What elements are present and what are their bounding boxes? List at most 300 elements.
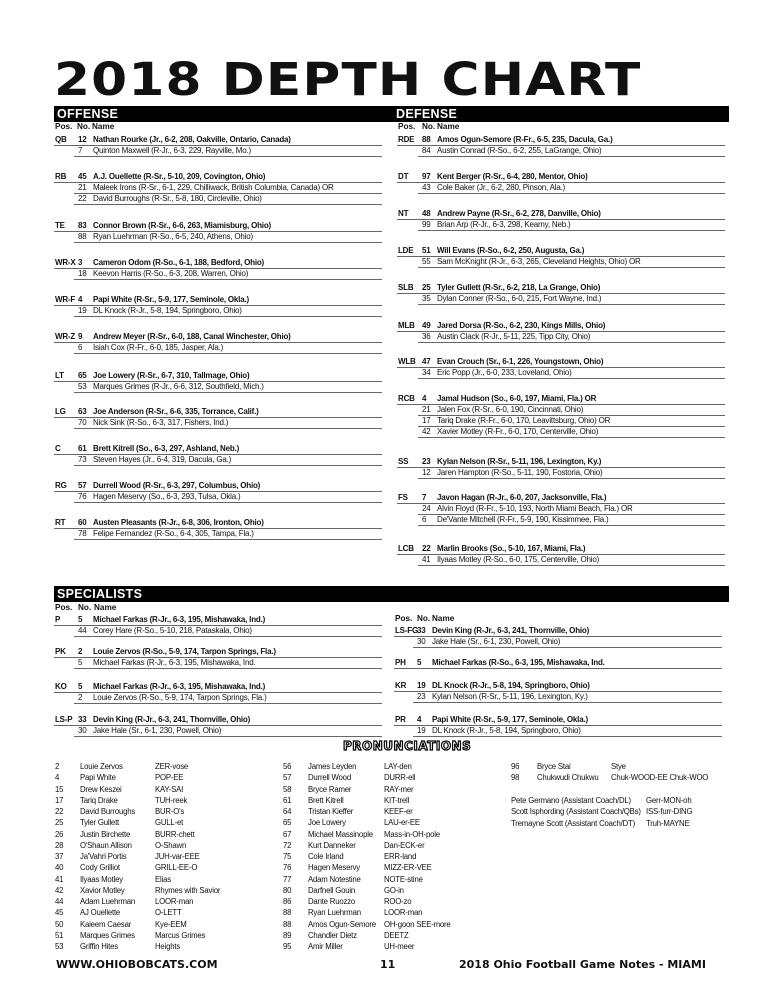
position-label: P xyxy=(55,615,61,624)
player-name: Alvin Floyd (R-Fr., 5-10, 193, North Miami Beach, Fla.) OR xyxy=(437,504,633,513)
starter-row xyxy=(394,680,742,691)
jersey-number: 47 xyxy=(422,357,431,366)
player-name: Devin King (R-Jr., 6-3, 241, Thornville, Ohio) xyxy=(93,715,251,724)
pron-number: 95 xyxy=(283,942,292,951)
player-name: Steven Hayes (Jr., 6-4, 319, Dacula, Ga.) xyxy=(93,455,232,464)
underline xyxy=(394,668,722,669)
underline xyxy=(74,428,382,429)
pron-sound: TUH-reek xyxy=(155,795,188,805)
backup-row xyxy=(54,528,402,539)
player-name: Jalen Fox (R-Sr., 6-0, 190, Cincinnati, Ohio) xyxy=(437,405,584,414)
pron-sound: JUH-var-EEE xyxy=(155,852,200,861)
player-name: DL Knock (R-Jr., 5-8, 194, Springboro, Ohio) xyxy=(432,726,581,735)
specialists-header-right xyxy=(394,614,724,625)
underline xyxy=(418,230,725,231)
jersey-number: 65 xyxy=(78,371,87,380)
position-group xyxy=(54,480,402,502)
pron-sound: RAY-mer xyxy=(384,784,414,794)
position-group xyxy=(54,614,402,636)
pron-name: Tristan Kieffer xyxy=(308,807,354,816)
offense-header xyxy=(54,122,384,133)
player-name: Felipe Fernandez (R-So., 6-4, 305, Tampa, Fla.) xyxy=(93,529,254,538)
pron-name: Xavior Motley xyxy=(80,885,125,895)
jersey-number: 2 xyxy=(78,693,83,702)
player-name: Austin Conrad (R-So., 6-2, 255, LaGrange, Ohio) xyxy=(437,146,602,155)
pron-sound: BURR-chett xyxy=(155,829,195,839)
backup-row xyxy=(54,182,402,193)
jersey-number: 4 xyxy=(417,715,422,724)
player-name: Maleek Irons (R-Sr., 6-1, 229, Chilliwack, British Columbia, Canada) OR xyxy=(93,183,334,192)
jersey-number: 88 xyxy=(78,232,87,241)
position-label: FS xyxy=(398,493,408,502)
underline xyxy=(74,636,382,637)
pron-number: 53 xyxy=(55,942,64,951)
pron-sound: POP-EE xyxy=(155,773,184,783)
pron-sound: GULL-et xyxy=(155,818,184,828)
jersey-number: 99 xyxy=(422,220,431,229)
jersey-number: 19 xyxy=(417,681,426,690)
pron-sound: KEEF-er xyxy=(384,807,413,816)
backup-row xyxy=(54,145,402,156)
backup-row xyxy=(397,331,745,342)
jersey-number: 24 xyxy=(422,504,431,513)
pron-name: Adam Notestine xyxy=(308,874,361,884)
jersey-number: 22 xyxy=(422,544,431,553)
pron-name: Kurt Danneker xyxy=(308,840,356,850)
starter-row xyxy=(54,257,402,268)
pronunciations-title: PRONUNCIATIONS xyxy=(343,739,472,753)
pron-number: 41 xyxy=(55,874,64,884)
jersey-number: 12 xyxy=(422,468,431,477)
jersey-number: 36 xyxy=(422,332,431,341)
backup-row xyxy=(54,268,402,279)
underline xyxy=(74,242,382,243)
player-name: Ryan Luehrman (R-So., 6-5, 240, Athens, Ohio) xyxy=(93,232,253,241)
jersey-number: 5 xyxy=(417,658,422,667)
starter-row xyxy=(397,171,745,182)
backup-row xyxy=(397,182,745,193)
backup-row xyxy=(54,692,402,703)
pron-sound: LAU-er-EE xyxy=(384,818,420,828)
underline xyxy=(418,156,725,157)
pron-number: 2 xyxy=(55,762,60,771)
pron-number: 86 xyxy=(283,897,292,906)
underline xyxy=(413,736,722,737)
position-label: PK xyxy=(55,647,66,656)
pron-name: AJ Ouellette xyxy=(80,908,121,918)
jersey-number: 55 xyxy=(422,257,431,266)
backup-row xyxy=(54,231,402,242)
pos-header: Pos. xyxy=(55,603,73,612)
underline xyxy=(74,353,382,354)
backup-row xyxy=(397,145,745,156)
player-name: Michael Farkas (R-Jr., 6-3, 195, Mishawaka, Ind. xyxy=(93,658,256,667)
pron-number: 67 xyxy=(283,829,292,839)
backup-row xyxy=(394,636,742,647)
pron-sound: BUR-O's xyxy=(155,807,185,816)
starter-row xyxy=(54,406,402,417)
pron-number: 26 xyxy=(55,829,64,839)
player-name: Kylan Nelson (R-Sr., 5-11, 196, Lexington, Ky.) xyxy=(432,692,588,701)
pron-sound: GRILL-EE-O xyxy=(155,863,198,873)
player-name: Michael Farkas (R-Jr., 6-3, 195, Mishawaka, Ind.) xyxy=(93,615,266,624)
underline xyxy=(74,465,382,466)
position-label: TE xyxy=(55,221,65,230)
name-header: Name xyxy=(94,603,117,612)
jersey-number: 5 xyxy=(78,658,83,667)
position-label: RT xyxy=(55,518,66,527)
pron-name: Michael Massinople xyxy=(308,829,373,839)
jersey-number: 43 xyxy=(422,183,431,192)
pron-number: 80 xyxy=(283,885,292,895)
pron-sound: UH-meer xyxy=(384,942,415,951)
pron-name: Ilyaas Motley xyxy=(80,874,123,884)
starter-row xyxy=(397,356,745,367)
jersey-number: 17 xyxy=(422,416,431,425)
pron-name: Tyler Gullett xyxy=(80,818,119,828)
pron-name: Cody Grilliot xyxy=(80,863,120,873)
backup-row xyxy=(54,417,402,428)
position-label: LT xyxy=(55,371,64,380)
pron-sound: ZER-vose xyxy=(155,762,189,771)
position-label: WR-F xyxy=(55,295,76,304)
position-group xyxy=(394,625,742,647)
underline xyxy=(418,267,725,268)
player-name: De'Vante Mitchell (R-Fr., 5-9, 190, Kissimmee, Fla.) xyxy=(437,515,609,524)
starter-row xyxy=(397,320,745,331)
position-label: C xyxy=(55,444,61,453)
jersey-number: 22 xyxy=(78,194,87,203)
pron-sound: Kye-EEM xyxy=(155,919,187,929)
name-header: Name xyxy=(92,122,115,131)
position-group xyxy=(54,646,402,668)
jersey-number: 4 xyxy=(78,295,83,304)
backup-row xyxy=(397,293,745,304)
jersey-number: 23 xyxy=(417,692,426,701)
pron-sound: LOOR-man xyxy=(384,908,423,918)
position-group xyxy=(54,714,402,736)
pron-number: Tremayne Scott (Assistant Coach/DT) xyxy=(511,818,635,828)
backup-row xyxy=(54,342,402,353)
position-label: SLB xyxy=(398,283,414,292)
jersey-number: 23 xyxy=(422,457,431,466)
jersey-number: 18 xyxy=(78,269,87,278)
position-group xyxy=(54,681,402,703)
pron-name: Amir Miller xyxy=(308,942,343,951)
position-group xyxy=(397,393,745,437)
backup-row xyxy=(54,193,402,204)
name-header: Name xyxy=(432,614,455,623)
pron-number: 77 xyxy=(283,874,292,884)
starter-row xyxy=(54,480,402,491)
starter-row xyxy=(54,220,402,231)
player-name: Kylan Nelson (R-Sr., 5-11, 196, Lexington, Ky.) xyxy=(437,457,602,466)
player-name: Ilyaas Motley (R-So., 6-0, 175, Centerville, Ohio) xyxy=(437,555,600,564)
pron-name: James Leyden xyxy=(308,762,357,771)
position-group xyxy=(54,370,402,392)
pos-header: Pos. xyxy=(55,122,73,131)
position-group xyxy=(397,134,745,156)
underline xyxy=(418,378,725,379)
pron-number: 96 xyxy=(511,762,520,771)
player-name: Nathan Rourke (Jr., 6-2, 208, Oakville, Ontario, Canada) xyxy=(93,135,291,144)
jersey-number: 30 xyxy=(417,637,426,646)
player-name: A.J. Ouellette (R-Sr., 5-10, 209, Covington, Ohio) xyxy=(93,172,266,181)
jersey-number: 76 xyxy=(78,492,87,501)
backup-row xyxy=(54,725,402,736)
offense-label: OFFENSE xyxy=(57,107,119,121)
pron-sound: Elias xyxy=(155,874,171,884)
position-label: PR xyxy=(395,715,406,724)
jersey-number: 4 xyxy=(422,394,427,403)
player-name: Quinton Maxwell (R-Jr., 6-3, 229, Rayville, Mo.) xyxy=(93,146,252,155)
starter-row xyxy=(397,492,745,503)
player-name: Dylan Conner (R-So., 6-0, 215, Fort Wayne, Ind.) xyxy=(437,294,602,303)
player-name: Joe Anderson (R-Sr., 6-6, 335, Torrance, Calif.) xyxy=(93,407,259,416)
starter-row xyxy=(397,245,745,256)
pron-number: 22 xyxy=(55,807,64,816)
jersey-number: 12 xyxy=(78,135,87,144)
backup-row xyxy=(397,554,745,565)
pron-name: Griffin Hites xyxy=(80,942,118,951)
position-label: RB xyxy=(55,172,67,181)
player-name: Jamal Hudson (So., 6-0, 197, Miami, Fla.) OR xyxy=(437,394,597,403)
pron-name: Ja'Vahri Portis xyxy=(80,852,127,861)
jersey-number: 88 xyxy=(422,135,431,144)
player-name: Michael Farkas (R-Jr., 6-3, 195, Mishawaka, Ind.) xyxy=(93,682,266,691)
position-label: RDE xyxy=(398,135,415,144)
jersey-number: 61 xyxy=(78,444,87,453)
player-name: Amos Ogun-Semore (R-Fr., 6-5, 235, Dacula, Ga.) xyxy=(437,135,613,144)
position-group xyxy=(397,320,745,342)
pron-number: 40 xyxy=(55,863,64,873)
position-label: WR-X xyxy=(55,258,76,267)
pron-number: 4 xyxy=(55,773,60,783)
underline xyxy=(74,204,382,205)
jersey-number: 19 xyxy=(78,306,87,315)
position-group xyxy=(397,492,745,525)
starter-row xyxy=(54,614,402,625)
backup-row xyxy=(397,415,745,426)
specialists-header-left xyxy=(54,603,384,614)
position-group xyxy=(397,356,745,378)
pron-sound: O-LETT xyxy=(155,908,182,918)
backup-row xyxy=(397,219,745,230)
page-title: 2018 DEPTH CHART xyxy=(54,53,642,106)
starter-row xyxy=(397,393,745,404)
jersey-number: 70 xyxy=(78,418,87,427)
position-group xyxy=(54,171,402,204)
pron-name: Ryan Luehrman xyxy=(308,908,361,918)
player-name: Louie Zervos (R-So., 5-9, 174, Tarpon Springs, Fla.) xyxy=(93,693,267,702)
jersey-number: 48 xyxy=(422,209,431,218)
backup-row xyxy=(54,491,402,502)
player-name: Cole Baker (Jr., 6-2, 280, Pinson, Ala.) xyxy=(437,183,566,192)
position-label: LG xyxy=(55,407,66,416)
section-bar xyxy=(54,106,729,122)
jersey-number: 97 xyxy=(422,172,431,181)
pron-number: 15 xyxy=(55,784,64,794)
no-header: No. xyxy=(77,122,91,131)
no-header: No. xyxy=(78,603,92,612)
player-name: Connor Brown (R-Sr., 6-6, 263, Miamisburg, Ohio) xyxy=(93,221,271,230)
pron-sound: LAY-den xyxy=(384,762,412,771)
underline xyxy=(413,647,722,648)
starter-row xyxy=(394,657,742,668)
player-name: Nick Sink (R-So., 6-3, 317, Fishers, Ind.) xyxy=(93,418,229,427)
pron-number: 89 xyxy=(283,930,292,940)
pron-sound: GO-in xyxy=(384,885,404,895)
player-name: DL Knock (R-Jr., 5-8, 194, Springboro, Ohio) xyxy=(93,306,242,315)
pron-sound: DEETZ xyxy=(384,930,409,940)
pron-name: Durrell Wood xyxy=(308,773,351,783)
jersey-number: 73 xyxy=(78,455,87,464)
player-name: Louie Zervos (R-So., 5-9, 174, Tarpon Springs, Fla.) xyxy=(93,647,276,656)
player-name: DL Knock (R-Jr., 5-8, 194, Springboro, Ohio) xyxy=(432,681,590,690)
footer-website[interactable]: WWW.OHIOBOBCATS.COM xyxy=(56,958,218,971)
pron-sound: Chuk-WOOD-EE Chuk-WOO xyxy=(611,773,709,783)
position-group xyxy=(397,208,745,230)
position-label: PH xyxy=(395,658,406,667)
position-group xyxy=(397,282,745,304)
starter-row xyxy=(54,517,402,528)
pron-name: Joe Lowery xyxy=(308,818,346,828)
backup-row xyxy=(394,725,742,736)
pron-number: 28 xyxy=(55,840,64,850)
backup-row xyxy=(397,514,745,525)
pron-name: O'Shaun Allison xyxy=(80,840,132,850)
pron-number: 44 xyxy=(55,897,64,906)
pron-name: Papi White xyxy=(80,773,116,783)
jersey-number: 25 xyxy=(422,283,431,292)
pron-number: 88 xyxy=(283,919,292,929)
backup-row xyxy=(54,305,402,316)
pron-name: Amos Ogun-Semore xyxy=(308,919,376,929)
pron-number: 58 xyxy=(283,784,292,794)
no-header: No. xyxy=(422,122,436,131)
underline xyxy=(418,193,725,194)
jersey-number: 51 xyxy=(422,246,431,255)
pron-number: 57 xyxy=(283,773,292,783)
position-label: LDE xyxy=(398,246,414,255)
pron-name: Brett Kitrell xyxy=(308,795,344,805)
pron-sound: O-Shawn xyxy=(155,840,187,850)
pron-number: 88 xyxy=(283,908,292,918)
pron-name: Adam Luehrman xyxy=(80,897,136,906)
position-group xyxy=(54,257,402,279)
position-group xyxy=(394,680,742,702)
jersey-number: 30 xyxy=(78,726,87,735)
jersey-number: 57 xyxy=(78,481,87,490)
position-group xyxy=(54,517,402,539)
jersey-number: 5 xyxy=(78,682,83,691)
position-label: KR xyxy=(395,681,407,690)
pron-name: Drew Keszei xyxy=(80,784,122,794)
no-header: No. xyxy=(417,614,431,623)
underline xyxy=(418,565,725,566)
player-name: Evan Crouch (Sr., 6-1, 226, Youngstown, Ohio) xyxy=(437,357,604,366)
jersey-number: 7 xyxy=(422,493,427,502)
jersey-number: 53 xyxy=(78,382,87,391)
specialists-label: SPECIALISTS xyxy=(57,587,143,601)
player-name: Kent Berger (R-Sr., 6-4, 280, Mentor, Ohio) xyxy=(437,172,588,181)
pron-name: Hagen Meservy xyxy=(308,863,361,873)
player-name: Andrew Payne (R-Sr., 6-2, 278, Danville, Ohio) xyxy=(437,209,601,218)
jersey-number: 83 xyxy=(78,221,87,230)
jersey-number: 33 xyxy=(78,715,87,724)
pron-name: Truh-MAYNE xyxy=(646,818,690,828)
player-name: Austin Clack (R-Jr., 5-11, 225, Tipp City, Ohio) xyxy=(437,332,591,341)
starter-row xyxy=(397,456,745,467)
underline xyxy=(74,392,382,393)
position-group xyxy=(54,134,402,156)
jersey-number: 41 xyxy=(422,555,431,564)
player-name: Corey Hare (R-So., 5-10, 218, Pataskala, Ohio) xyxy=(93,626,252,635)
defense-label: DEFENSE xyxy=(396,107,458,121)
pron-number: 76 xyxy=(283,863,292,873)
player-name: Marques Grimes (R-Jr., 6-6, 312, Southfield, Mich.) xyxy=(93,382,264,391)
pron-name: Chandler Dietz xyxy=(308,930,357,940)
starter-row xyxy=(397,543,745,554)
player-name: Andrew Meyer (R-Sr., 6-0, 188, Canal Winchester, Ohio) xyxy=(93,332,291,341)
specialists-bar xyxy=(54,586,729,602)
player-name: Papi White (R-Sr., 5-9, 177, Seminole, Okla.) xyxy=(432,715,588,724)
jersey-number: 2 xyxy=(78,647,83,656)
pos-header: Pos. xyxy=(395,614,413,623)
pron-name: Justin Birchette xyxy=(80,829,131,839)
jersey-number: 49 xyxy=(422,321,431,330)
pron-sound: MIZZ-ER-VEE xyxy=(384,863,432,873)
underline xyxy=(74,539,382,540)
starter-row xyxy=(54,443,402,454)
pron-sound: Rhymes with Savior xyxy=(155,885,221,895)
position-label: LS-FG xyxy=(395,626,418,635)
backup-row xyxy=(54,625,402,636)
pron-name: Gerr-MON-oh xyxy=(646,796,692,805)
pron-number: 45 xyxy=(55,908,64,918)
player-name: Sam McKnight (R-Jr., 6-3, 265, Cleveland Heights, Ohio) OR xyxy=(437,257,641,266)
pron-name: Bryce Ramer xyxy=(308,784,352,794)
jersey-number: 84 xyxy=(422,146,431,155)
backup-row xyxy=(397,467,745,478)
pron-sound: LOOR-man xyxy=(155,897,194,906)
backup-row xyxy=(397,367,745,378)
position-group xyxy=(397,456,745,478)
pron-number: 42 xyxy=(55,885,64,895)
pron-name: ISS-furr-DING xyxy=(646,807,693,817)
position-label: LCB xyxy=(398,544,414,553)
backup-row xyxy=(54,657,402,668)
pron-sound: Stye xyxy=(611,762,626,771)
position-label: SS xyxy=(398,457,409,466)
player-name: Austen Pleasants (R-Jr., 6-8, 306, Ironton, Ohio) xyxy=(93,518,264,527)
pron-sound: DURR-ell xyxy=(384,773,416,783)
pron-number: 61 xyxy=(283,795,292,805)
position-group xyxy=(394,714,742,736)
position-group xyxy=(54,331,402,353)
jersey-number: 44 xyxy=(78,626,87,635)
pron-sound: KIT-trell xyxy=(384,795,410,805)
player-name: Papi White (R-Sr., 5-9, 177, Seminole, Okla.) xyxy=(93,295,249,304)
position-label: RCB xyxy=(398,394,415,403)
pron-number: Pete Germano (Assistant Coach/DL) xyxy=(511,796,631,805)
starter-row xyxy=(54,134,402,145)
pron-name: Darfnell Gouin xyxy=(308,885,356,895)
defense-header xyxy=(397,122,727,133)
player-name: David Burroughs (R-Sr., 5-8, 180, Circleville, Ohio) xyxy=(93,194,262,203)
player-name: Xavier Motley (R-Fr., 6-0, 170, Centerville, Ohio) xyxy=(437,427,599,436)
jersey-number: 42 xyxy=(422,427,431,436)
